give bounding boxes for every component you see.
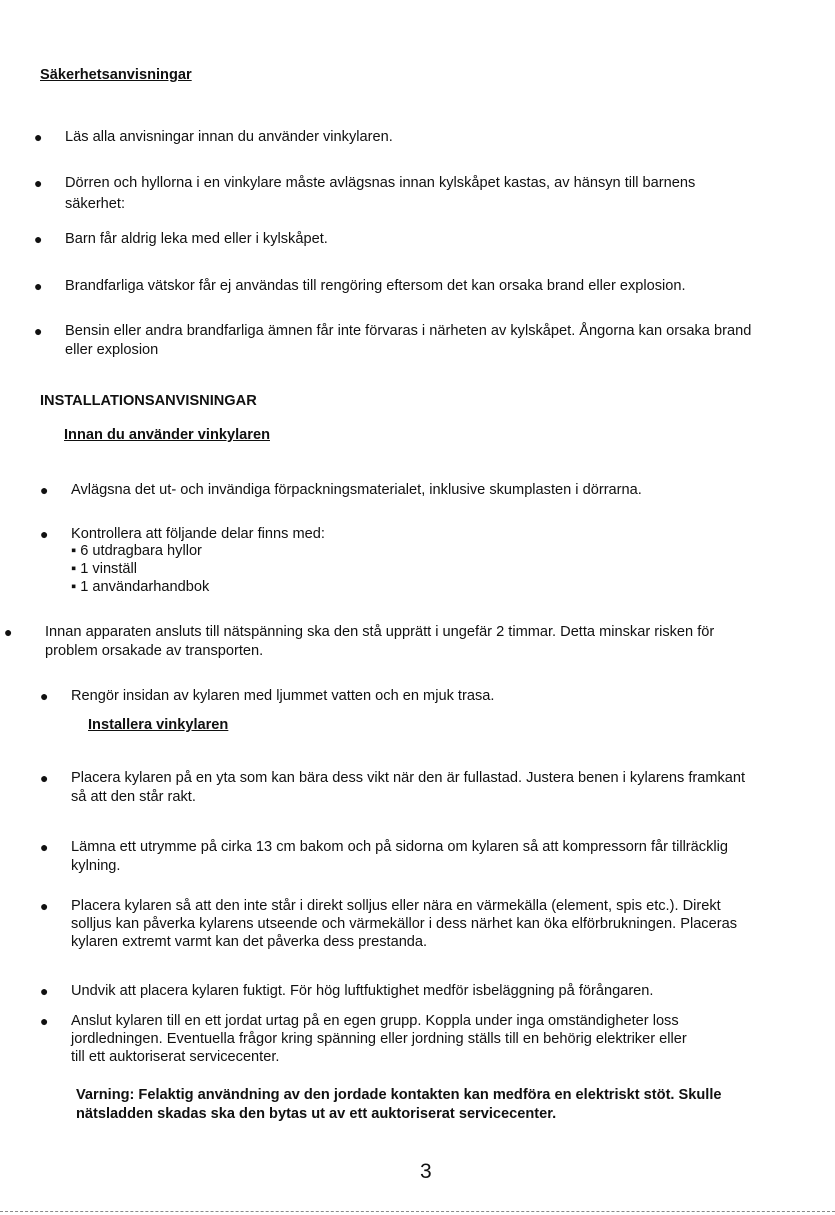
before-item-3-line-1: Innan apparaten ansluts till nätspänning ska den stå upprätt i ungefär 2 timmar. Detta minskar risken för bbox=[45, 624, 715, 640]
safety-item-5-line-2: eller explosion bbox=[65, 342, 159, 358]
bullet-icon: ● bbox=[34, 231, 43, 247]
install-item-2-line-1: Lämna ett utrymme på cirka 13 cm bakom och på sidorna om kylaren så att kompressorn får tillräcklig bbox=[71, 839, 728, 855]
install-item-3-line-3: kylaren extremt varmt kan det påverka dess prestanda. bbox=[71, 934, 428, 950]
bullet-icon: ● bbox=[40, 898, 49, 914]
safety-item-2-line-1: Dörren och hyllorna i en vinkylare måste avlägsnas innan kylskåpet kastas, av hänsyn till barnens bbox=[65, 175, 696, 191]
bullet-icon: ● bbox=[40, 983, 49, 999]
safety-item-4: Brandfarliga vätskor får ej användas till rengöring eftersom det kan orsaka brand eller explosion. bbox=[65, 278, 686, 294]
bullet-icon: ● bbox=[40, 770, 49, 786]
bullet-icon: ● bbox=[4, 624, 13, 640]
bullet-icon: ● bbox=[34, 323, 43, 339]
install-item-1-line-1: Placera kylaren på en yta som kan bära dess vikt när den är fullastad. Justera benen i kylarens framkant bbox=[71, 770, 746, 786]
install-heading: Installera vinkylaren bbox=[88, 717, 229, 733]
install-item-3-line-1: Placera kylaren så att den inte står i direkt solljus eller nära en värmekälla (element, spis etc.). Direkt bbox=[71, 898, 721, 914]
bullet-icon: ● bbox=[40, 482, 49, 498]
safety-item-5-line-1: Bensin eller andra brandfarliga ämnen får inte förvaras i närheten av kylskåpet. Ångorna kan orsaka brand bbox=[65, 323, 752, 339]
installation-heading: INSTALLATIONSANVISNINGAR bbox=[40, 393, 257, 409]
bullet-icon: ● bbox=[40, 688, 49, 704]
bullet-icon: ● bbox=[34, 278, 43, 294]
bullet-icon: ● bbox=[34, 175, 43, 191]
install-item-3-line-2: solljus kan påverka kylarens utseende och värmekällor i dess närhet kan öka elförbrukningen. Placeras bbox=[71, 916, 737, 932]
install-item-5-line-2: jordledningen. Eventuella frågor kring spänning eller jordning ställs till en behörig elektriker eller bbox=[71, 1031, 687, 1047]
safety-item-3: Barn får aldrig leka med eller i kylskåpet. bbox=[65, 231, 328, 247]
safety-heading: Säkerhetsanvisningar bbox=[40, 67, 192, 83]
warning-line-1: Varning: Felaktig användning av den jordade kontakten kan medföra en elektriskt stöt. Skulle bbox=[76, 1087, 722, 1103]
install-item-5-line-3: till ett auktoriserat servicecenter. bbox=[71, 1049, 280, 1065]
safety-item-2-line-2: säkerhet: bbox=[65, 196, 126, 212]
install-item-5-line-1: Anslut kylaren till en ett jordat urtag på en egen grupp. Koppla under inga omständigheter loss bbox=[71, 1013, 679, 1029]
bullet-icon: ● bbox=[34, 129, 43, 145]
install-item-1-line-2: så att den står rakt. bbox=[71, 789, 196, 805]
page-number: 3 bbox=[420, 1160, 432, 1183]
before-item-4: Rengör insidan av kylaren med ljummet vatten och en mjuk trasa. bbox=[71, 688, 495, 704]
bullet-icon: ● bbox=[40, 526, 49, 542]
bullet-icon: ● bbox=[40, 839, 49, 855]
warning-line-2: nätsladden skadas ska den bytas ut av ett auktoriserat servicecenter. bbox=[76, 1106, 557, 1122]
before-item-2: Kontrollera att följande delar finns med: bbox=[71, 526, 325, 542]
bullet-icon: ● bbox=[40, 1013, 49, 1029]
safety-item-1: Läs alla anvisningar innan du använder vinkylaren. bbox=[65, 129, 393, 145]
parts-list-item: ▪ 1 vinställ bbox=[71, 561, 138, 577]
parts-list-item: ▪ 1 användarhandbok bbox=[71, 579, 210, 595]
parts-list-item: ▪ 6 utdragbara hyllor bbox=[71, 543, 202, 559]
before-item-3-line-2: problem orsakade av transporten. bbox=[45, 643, 264, 659]
before-item-1: Avlägsna det ut- och invändiga förpackningsmaterialet, inklusive skumplasten i dörrarna. bbox=[71, 482, 642, 498]
install-item-4: Undvik att placera kylaren fuktigt. För hög luftfuktighet medför isbeläggning på förångaren. bbox=[71, 983, 654, 999]
page-bottom-rule bbox=[0, 1211, 835, 1212]
install-item-2-line-2: kylning. bbox=[71, 858, 121, 874]
before-use-heading: Innan du använder vinkylaren bbox=[64, 427, 270, 443]
